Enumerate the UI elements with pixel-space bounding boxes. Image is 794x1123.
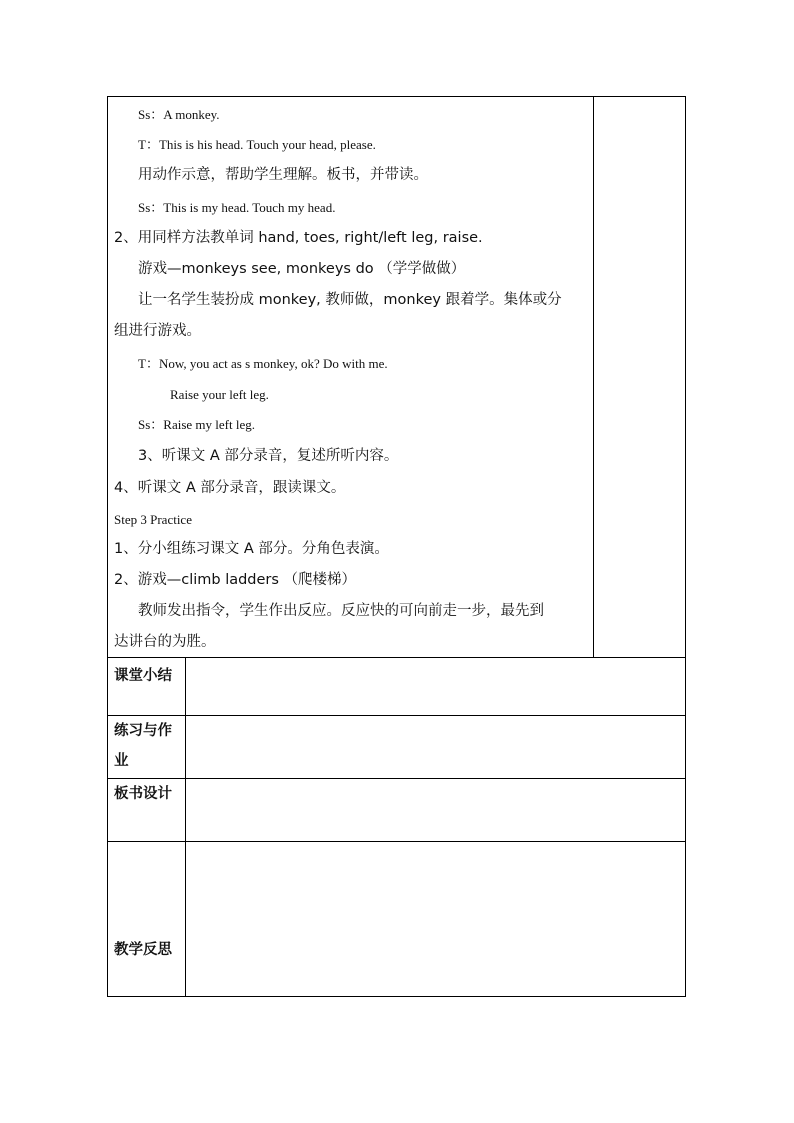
process-line: 3、听课文 A 部分录音，复述所听内容。 xyxy=(138,448,399,464)
lesson-summary-table xyxy=(107,657,686,997)
teaching-process-text xyxy=(108,97,593,658)
row-label: 课堂小结 xyxy=(114,668,172,684)
table-row xyxy=(108,778,685,841)
process-line: 4、听课文 A 部分录音，跟读课文。 xyxy=(114,480,346,496)
table-row xyxy=(108,715,685,778)
process-line: Ss：A monkey. xyxy=(138,107,220,122)
process-line: 让一名学生装扮成 monkey, 教师做，monkey 跟着学。集体或分 xyxy=(138,292,562,308)
process-line: 组进行游戏。 xyxy=(114,323,201,339)
row-label-cell xyxy=(108,716,186,778)
process-line: T：Now, you act as s monkey, ok? Do with me. xyxy=(138,356,388,371)
teaching-process-cell xyxy=(107,96,686,657)
process-line: T：This is his head. Touch your head, please. xyxy=(138,137,376,152)
row-content-cell xyxy=(186,716,685,778)
process-line: Raise your left leg. xyxy=(170,387,269,402)
process-line: 1、分小组练习课文 A 部分。分角色表演。 xyxy=(114,541,389,557)
process-line: Step 3 Practice xyxy=(114,512,192,527)
process-line: 教师发出指令，学生作出反应。反应快的可向前走一步，最先到 xyxy=(138,603,544,619)
row-content-cell xyxy=(186,779,685,841)
process-line: 游戏—monkeys see, monkeys do （学学做做） xyxy=(138,261,466,277)
process-line: 2、用同样方法教单词 hand, toes, right/left leg, raise. xyxy=(114,230,483,246)
table-row xyxy=(108,841,685,996)
row-label: 板书设计 xyxy=(114,786,172,802)
row-label-cell xyxy=(108,658,186,715)
table-row xyxy=(108,658,685,715)
row-content-cell xyxy=(186,842,685,996)
row-content-cell xyxy=(186,658,685,715)
row-label-cell xyxy=(108,779,186,841)
process-line: 用动作示意，帮助学生理解。板书，并带读。 xyxy=(138,167,428,183)
process-line: Ss：This is my head. Touch my head. xyxy=(138,200,336,215)
row-label: 教学反思 xyxy=(114,942,172,958)
row-label-cell xyxy=(108,842,186,996)
row-label-continued: 业 xyxy=(114,753,129,769)
column-divider xyxy=(593,97,594,658)
process-line: 达讲台的为胜。 xyxy=(114,634,216,650)
process-line: 2、游戏—climb ladders （爬楼梯） xyxy=(114,572,357,588)
process-line: Ss：Raise my left leg. xyxy=(138,417,255,432)
row-label: 练习与作 xyxy=(114,723,172,739)
